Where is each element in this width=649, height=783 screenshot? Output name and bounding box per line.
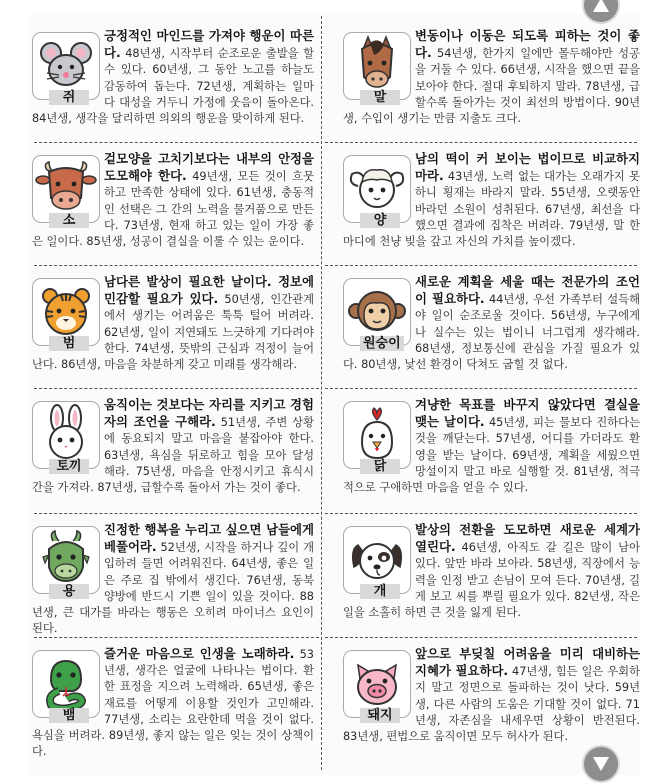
zodiac-entry-horse bbox=[343, 16, 640, 136]
fortune-body: 43년생, 노력 없는 대가는 오래가지 못하니 횡재는 바라지 말라. 55년생, 오랫동안 바라던 소원이 성취된다. 67년생, 최선을 다했으면 결과에 집착은 버려라. 79년생, 말 한마디에 천냥 빚을 갚고 자신의 가치를 높이겠다. bbox=[343, 170, 640, 249]
fortune-body: 49년생, 모든 것이 흐뭇하고 만족한 상태에 있다. 61년생, 충동적인 선택은 그 간의 노력을 물거품으로 만든다. 73년생, 현재 하고 있는 일이 가장 좋은 일이다. 85년생, 성공이 결실을 이룰 수 있는 운이다. bbox=[32, 170, 314, 249]
fortune-body: 44년생, 우선 가족부터 설득해야 일이 순조로울 것이다. 56년생, 누구에게나 실수는 있는 법이니 너그럽게 생각해라. 68년생, 정보통신에 관심을 가질 필요가 있다. 80년생, 낯선 환경이 닥쳐도 굽힐 것 없다. bbox=[343, 293, 640, 372]
zodiac-label: 뱀 bbox=[49, 708, 89, 723]
zodiac-entry-dragon bbox=[32, 510, 314, 636]
fortune-headline: 남다른 발상이 필요한 날이다. 정보에 민감할 필요가 있다. bbox=[104, 274, 314, 307]
zodiac-entry-chicken bbox=[343, 385, 640, 505]
fortune-body: 45년생, 피는 물보다 진하다는 것을 깨닫는다. 57년생, 어디를 가더라도 환영을 받는 날이다. 69년생, 계획을 세웠으면 망설이지 말고 바로 실행할 것. 81년생, 적극적으로 구애하면 마음을 얻을 수 있다. bbox=[343, 416, 640, 495]
fortune-headline: 진정한 행복을 누리고 싶으면 남들에게 베풀어라. bbox=[104, 522, 314, 555]
fortune-body: 47년생, 힘든 일은 우회하지 말고 정면으로 돌파하는 것이 낫다. 59년생, 다른 사람의 도움은 기대할 것이 없다. 71년생, 자존심을 내세우면 상황이 반전된다. 83년생, 편법으로 움직이면 모두 허사가 된다. bbox=[343, 665, 640, 744]
fortune-headline: 긍정적인 마인드를 가져야 행운이 따른다. bbox=[104, 28, 314, 61]
triangle-down-icon bbox=[593, 757, 609, 771]
fortune-body: 51년생, 주변 상황에 동요되지 말고 마음을 붙잡아야 한다. 63년생, 욕심을 뒤로하고 힘을 모아 달성해라. 75년생, 마음을 안정시키고 휴식시간을 가져라. 87년생, 급할수록 돌아서 가는 것이 좋다. bbox=[32, 416, 314, 495]
zodiac-label: 쥐 bbox=[49, 90, 89, 105]
fortune-text bbox=[343, 397, 640, 496]
fortune-body: 53년생, 생각은 얼굴에 나타나는 법이다. 환한 표정을 지으려 노력해라. 65년생, 좋은 재료를 어떻게 이용할 것인가 고민해라. 77년생, 소리는 요란한데 먹을 것이 없다. 욕심을 버려라. 89년생, 좋지 않는 일은 잊는 것이 상책이다. bbox=[32, 648, 314, 759]
fortune-headline: 발상의 전환을 도모하면 새로운 세계가 열린다. bbox=[415, 522, 640, 555]
zodiac-label: 닭 bbox=[360, 459, 400, 474]
fortune-text bbox=[343, 646, 640, 745]
fortune-headline: 즐거운 마음으로 인생을 노래하라. bbox=[104, 646, 295, 661]
zodiac-entry-tiger bbox=[32, 262, 314, 382]
zodiac-label: 소 bbox=[49, 213, 89, 228]
zodiac-label: 원숭이 bbox=[360, 336, 404, 351]
zodiac-entry-rabbit bbox=[32, 385, 314, 505]
fortune-headline: 겨냥한 목표를 바꾸지 않았다면 결실을 맺는 날이다. bbox=[415, 397, 640, 430]
fortune-text bbox=[32, 28, 314, 127]
fortune-headline: 남의 떡이 커 보이는 법이므로 비교하지 마라. bbox=[415, 151, 640, 184]
fortune-text bbox=[32, 646, 314, 760]
fortune-text bbox=[343, 522, 640, 621]
fortune-headline: 새로운 계획을 세울 때는 전문가의 조언이 필요하다. bbox=[415, 274, 640, 307]
zodiac-label: 말 bbox=[360, 90, 400, 105]
fortune-text bbox=[32, 274, 314, 373]
fortune-headline: 겉모양을 고치기보다는 내부의 안정을 도모해야 한다. bbox=[104, 151, 314, 184]
fortune-headline: 움직이는 것보다는 자리를 지키고 경험자의 조언을 구해라. bbox=[104, 397, 314, 430]
fortune-headline: 변동이나 이동은 되도록 피하는 것이 좋다. bbox=[415, 28, 640, 61]
zodiac-label: 범 bbox=[49, 336, 89, 351]
fortune-text bbox=[343, 151, 640, 250]
zodiac-label: 용 bbox=[49, 584, 89, 599]
fortune-text bbox=[32, 397, 314, 496]
fortune-body: 50년생, 인간관계에서 생기는 어려움은 툭툭 털어 버려라. 62년생, 일이 지연돼도 느긋하게 기다려야 한다. 74년생, 뜻밖의 근심과 걱정이 늘어난다. 86년생, 마음을 차분하게 갖고 미래를 생각해라. bbox=[32, 293, 314, 372]
fortune-body: 54년생, 한가지 일에만 몰두해야만 성공을 거둘 수 있다. 66년생, 시작을 했으면 끝을 보아야 한다. 절대 후퇴하지 말라. 78년생, 급할수록 돌아가는 것이 최선의 방법이다. 90년생, 수입이 생기는 만큼 지출도 크다. bbox=[343, 47, 640, 126]
zodiac-entry-dog bbox=[343, 510, 640, 630]
fortune-text bbox=[343, 28, 640, 127]
zodiac-entry-cow bbox=[32, 139, 314, 259]
zodiac-entry-pig bbox=[343, 634, 640, 754]
fortune-text bbox=[32, 151, 314, 250]
zodiac-entry-mouse bbox=[32, 16, 314, 136]
zodiac-label: 개 bbox=[360, 584, 400, 599]
zodiac-entry-sheep bbox=[343, 139, 640, 259]
fortune-text bbox=[32, 522, 314, 637]
fortune-headline: 앞으로 부딪칠 어려움을 미리 대비하는 지혜가 필요하다. bbox=[415, 646, 640, 679]
column-divider bbox=[321, 16, 322, 770]
zodiac-label: 돼지 bbox=[360, 708, 400, 723]
zodiac-label: 토끼 bbox=[49, 459, 89, 474]
zodiac-label: 양 bbox=[360, 213, 400, 228]
fortune-text bbox=[343, 274, 640, 373]
triangle-up-icon bbox=[593, 0, 609, 12]
fortune-body: 48년생, 시작부터 순조로운 출발을 할 수 있다. 60년생, 그 동안 노고를 하늘도 감동하여 돕는다. 72년생, 계획하는 일마다 대성을 거두니 가정에 웃음이 돌아온다. 84년생, 생각을 달리하면 의외의 행운을 맞이하게 된다. bbox=[32, 47, 314, 126]
fortune-body: 52년생, 시작을 하거나 깊이 개입하려 들면 어려워진다. 64년생, 좋은 일은 주로 집 밖에서 생긴다. 76년생, 동북 양방에 반드시 기쁜 일이 있을 것이다. 88년생, 큰 대가를 바라는 행동은 오히려 마이너스 요인이 된다. bbox=[32, 541, 314, 636]
scroll-down-button[interactable] bbox=[582, 745, 620, 783]
zodiac-entry-snake bbox=[32, 634, 314, 759]
zodiac-entry-monkey bbox=[343, 262, 640, 382]
fortune-body: 46년생, 아직도 갈 길은 많이 남아 있다. 앞만 바라 보아라. 58년생, 직장에서 능력을 인정 받고 손님이 모여 든다. 70년생, 길게 보고 씨를 뿌릴 필요가 있다. 82년생, 작은 일을 소홀히 하면 큰 것을 잃게 된다. bbox=[343, 541, 640, 620]
